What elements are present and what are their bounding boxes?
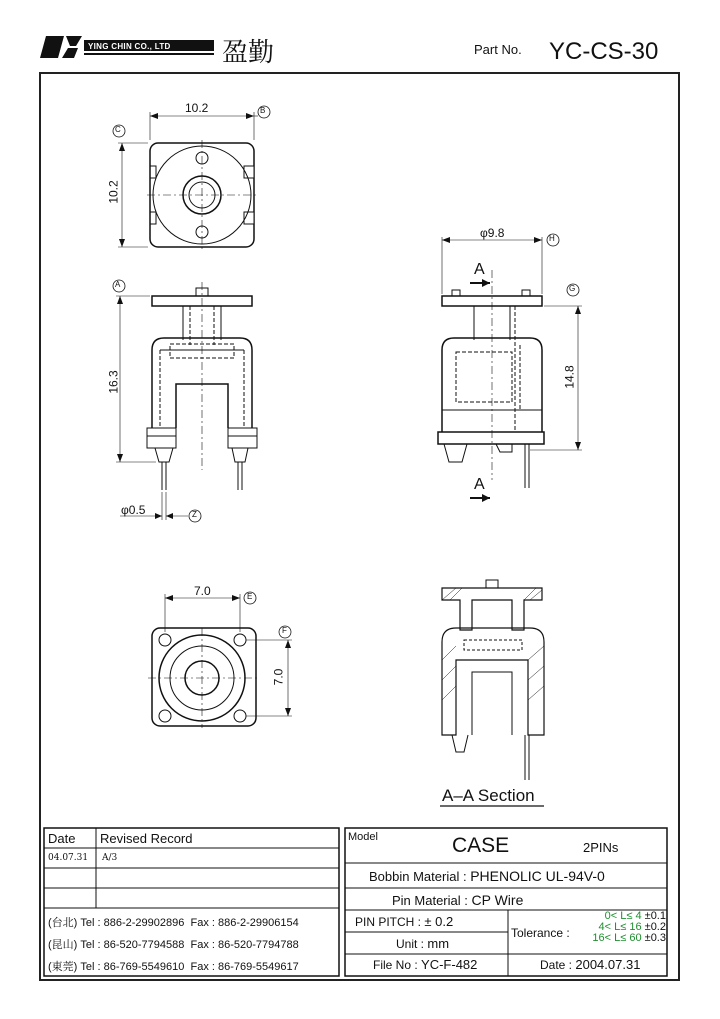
- contact-fax: Fax : 86-769-5549617: [190, 961, 299, 973]
- tolerance-table: [578, 911, 666, 944]
- contact-city: (台北): [48, 917, 78, 929]
- tolerance-row: [578, 933, 666, 944]
- pin-pitch-label: PIN PITCH :: [355, 915, 422, 929]
- marker-c: C: [115, 125, 121, 134]
- title-block: [44, 828, 667, 976]
- date-value: 2004.07.31: [575, 957, 641, 972]
- marker-h: H: [549, 234, 555, 243]
- marker-g: G: [569, 284, 576, 293]
- revision-date-1: 04.07.31: [48, 853, 89, 863]
- tolerance-value: ±0.3: [644, 932, 666, 944]
- top-view: [113, 106, 270, 250]
- pin-material-label: Pin Material :: [392, 893, 468, 908]
- dim-pin-diameter: φ0.5: [121, 503, 146, 517]
- contact-row: [48, 914, 299, 930]
- pin-pitch-value: ± 0.2: [424, 914, 454, 929]
- contact-city: (東莞): [48, 961, 78, 973]
- section-marker-bottom: A: [474, 476, 485, 493]
- dim-side-height: 14.8: [562, 365, 577, 389]
- tolerance-range: 16< L≤ 60: [592, 932, 642, 944]
- bobbin-material-row: [369, 868, 605, 884]
- revision-record-header: Revised Record: [100, 831, 193, 846]
- contact-tel: Tel : 886-2-29902896: [80, 917, 185, 929]
- contact-row: [48, 936, 299, 952]
- dim-top-height: 10.2: [106, 180, 121, 204]
- marker-a: A: [115, 280, 121, 289]
- company-chinese-name: 盈勤: [222, 38, 275, 68]
- model-label: Model: [348, 831, 378, 843]
- file-number-row: [373, 957, 477, 972]
- revision-record-1: A/3: [102, 853, 118, 863]
- contact-tel: Tel : 86-769-5549610: [80, 961, 185, 973]
- pin-material-value: CP Wire: [471, 892, 524, 908]
- tolerance-range: 4< L≤ 16: [598, 921, 642, 933]
- section-view: [440, 580, 544, 806]
- date-label: Date :: [540, 958, 573, 972]
- contact-fax: Fax : 886-2-29906154: [190, 917, 299, 929]
- dim-bottom-height: 7.0: [271, 668, 286, 686]
- section-title: A–A Section: [442, 786, 535, 805]
- date-row: [540, 957, 640, 972]
- marker-f: F: [282, 626, 287, 635]
- tolerance-range: 0< L≤ 4: [604, 910, 642, 922]
- file-number-label: File No :: [373, 958, 418, 972]
- marker-e: E: [247, 592, 253, 601]
- dim-front-height: 16.3: [106, 370, 121, 394]
- dim-bottom-width: 7.0: [194, 584, 211, 598]
- part-number-label: Part No.: [474, 42, 522, 57]
- dim-side-diameter: φ9.8: [480, 226, 505, 240]
- dim-top-width: 10.2: [185, 101, 209, 115]
- side-view: [438, 234, 582, 502]
- part-number-value: YC-CS-30: [549, 38, 659, 65]
- bottom-view: [148, 592, 292, 728]
- file-number-value: YC-F-482: [421, 957, 478, 972]
- unit-value: mm: [427, 936, 450, 951]
- unit-label: Unit :: [396, 937, 425, 951]
- front-view: [113, 280, 257, 522]
- bobbin-material-label: Bobbin Material :: [369, 869, 467, 884]
- pin-material-row: [392, 892, 523, 908]
- contact-tel: Tel : 86-520-7794588: [80, 939, 185, 951]
- bobbin-material-value: PHENOLIC UL-94V-0: [470, 868, 605, 884]
- pin-count: 2PINs: [583, 840, 619, 855]
- tolerance-value: ±0.1: [644, 910, 666, 922]
- tolerance-value: ±0.2: [644, 921, 666, 933]
- marker-b: B: [260, 106, 266, 115]
- pin-pitch-row: [355, 914, 453, 929]
- tolerance-label: Tolerance :: [511, 926, 570, 940]
- contact-city: (昆山): [48, 939, 78, 951]
- unit-row: [396, 936, 449, 951]
- company-logo-text: YING CHIN CO., LTD: [88, 42, 171, 51]
- model-value: CASE: [452, 834, 510, 857]
- revision-date-header: Date: [48, 831, 76, 846]
- contact-row: [48, 958, 299, 974]
- contact-fax: Fax : 86-520-7794788: [190, 939, 299, 951]
- section-marker-top: A: [474, 261, 485, 278]
- marker-z: Z: [192, 510, 197, 519]
